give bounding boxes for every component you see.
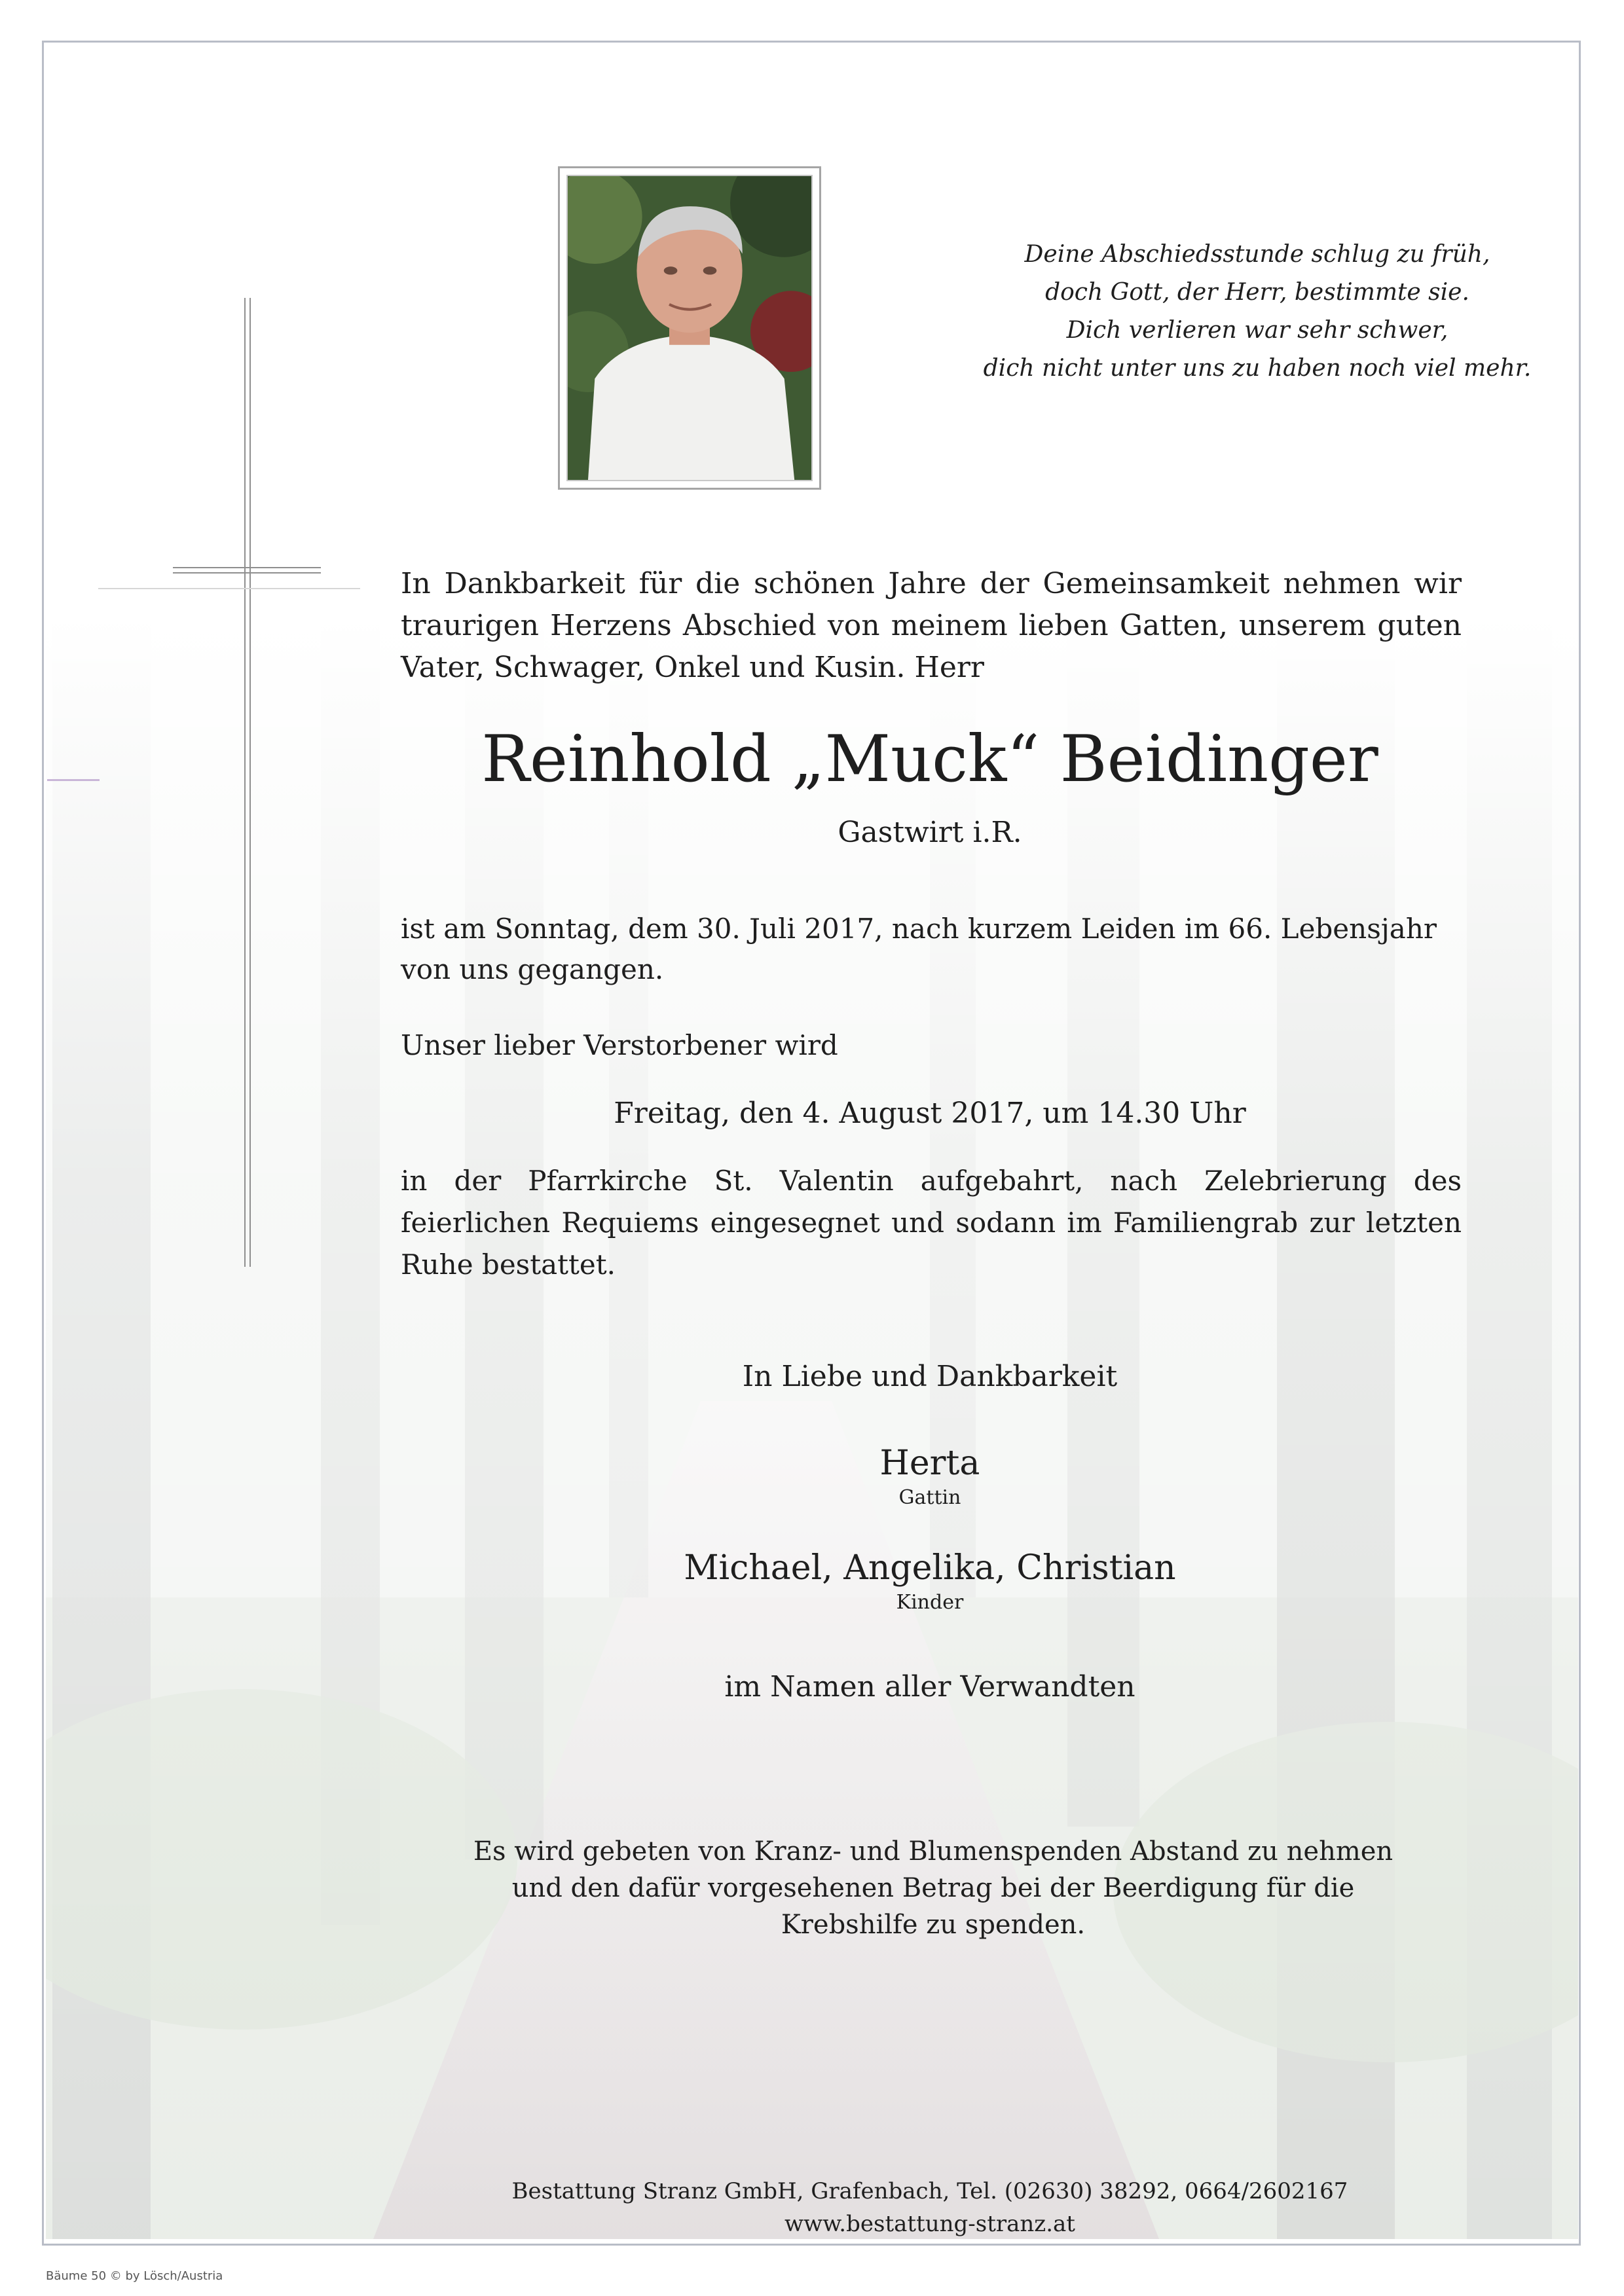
mourner-name: Herta (879, 1444, 980, 1483)
cross-vertical-beam (244, 298, 251, 1267)
funeral-home-contact: Bestattung Stranz GmbH, Grafenbach, Tel. (02630) 38292, 0664/2602167 (511, 2178, 1348, 2204)
poem-line: Dich verlieren war sehr schwer, (1066, 317, 1449, 344)
ceremony-lead: Unser lieber Verstorbener wird (401, 1029, 838, 1061)
cross-horizontal-beam (173, 567, 321, 574)
funeral-home-website: www.bestattung-stranz.at (784, 2211, 1075, 2237)
cross-divider-line (98, 588, 360, 589)
poem-line: doch Gott, der Herr, bestimmte sie. (1045, 279, 1469, 306)
ceremony-details: in der Pfarrkirche St. Valentin aufgebahrt, nach Zelebrierung des feierlichen Requiems eingesegnet und sodann im Familiengrab zur letzten Ruhe bestattet. (401, 1165, 1462, 1281)
passing-announcement: ist am Sonntag, dem 30. Juli 2017, nach kurzem Leiden im 66. Lebensjahr von uns gegangen. (401, 913, 1437, 985)
funeral-home-footer (393, 2175, 1467, 2240)
mourner-role: Gattin (898, 1486, 961, 1509)
mourner-role: Kinder (896, 1591, 964, 1614)
ceremony-date: Freitag, den 4. August 2017, um 14.30 Uhr (614, 1097, 1246, 1130)
memorial-poem (930, 236, 1585, 388)
deceased-name: Reinhold „Muck“ Beidinger (481, 722, 1378, 797)
deceased-title: Gastwirt i.R. (838, 816, 1022, 849)
image-credit: Bäume 50 © by Lösch/Austria (46, 2269, 223, 2283)
margin-tick (47, 779, 100, 781)
poem-line: Deine Abschiedsstunde schlug zu früh, (1024, 241, 1490, 268)
mourner-name: Michael, Angelika, Christian (684, 1548, 1176, 1588)
donation-request: Es wird gebeten von Kranz- und Blumenspenden Abstand zu nehmen und den dafür vorgesehenen Betrag bei der Beerdigung für die Krebshilfe zu spenden. (473, 1836, 1393, 1940)
intro-paragraph: In Dankbarkeit für die schönen Jahre der Gemeinsamkeit nehmen wir traurigen Herzens Abschied von meinem lieben Gatten, unserem guten Vater, Schwager, Onkel und Kusin. Herr (401, 567, 1462, 684)
mourners-closing: im Namen aller Verwandten (724, 1670, 1135, 1704)
portrait-photo (558, 166, 821, 490)
mourners-intro: In Liebe und Dankbarkeit (742, 1360, 1118, 1393)
poem-line: dich nicht unter uns zu haben noch viel mehr. (983, 355, 1532, 382)
